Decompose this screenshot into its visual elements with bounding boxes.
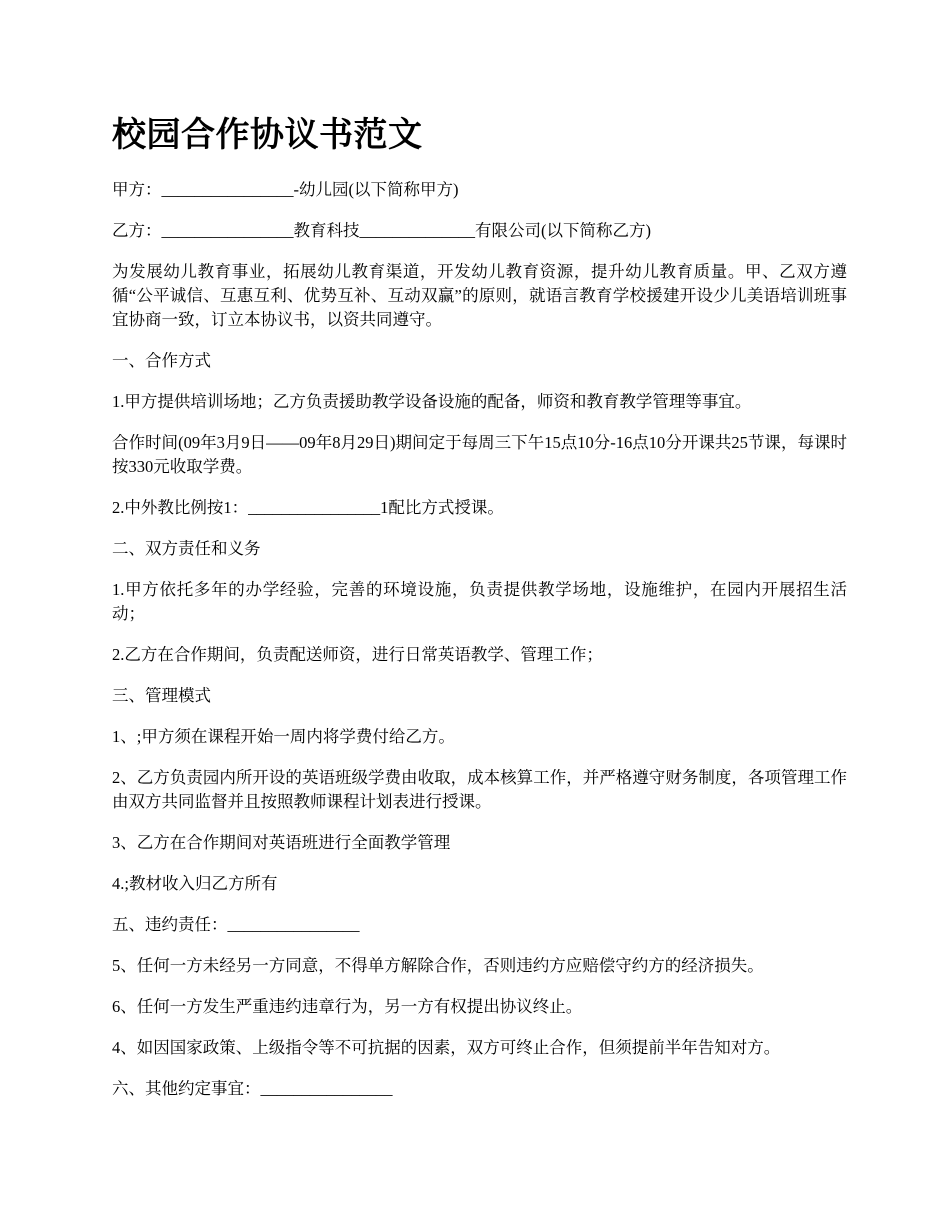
preamble-paragraph: 为发展幼儿教育事业，拓展幼儿教育渠道，开发幼儿教育资源，提升幼儿教育质量。甲、乙双方遵循“公平诚信、互惠互利、优势互补、互动双赢”的原则，就语言教育学校援建开设少儿美语培训班事宜协商一致，订立本协议书，以资共同遵守。 (112, 262, 847, 329)
clause-paragraph: 合作时间(09年3月9日——09年8月29日)期间定于每周三下午15点10分-16点10分开课共25节课，每课时按330元收取学费。 (112, 433, 847, 476)
party-a-line: 甲方：________________-幼儿园(以下简称甲方) (112, 180, 459, 199)
party-b-line: 乙方：________________教育科技______________有限公司(以下简称乙方) (112, 221, 651, 240)
section-heading-management: 三、管理模式 (112, 686, 211, 705)
clause-paragraph: 5、任何一方未经另一方同意，不得单方解除合作，否则违约方应赔偿守约方的经济损失。 (112, 956, 764, 975)
clause-paragraph: 6、任何一方发生严重违约违章行为，另一方有权提出协议终止。 (112, 997, 583, 1016)
clause-paragraph: 1.甲方依托多年的办学经验，完善的环境设施，负责提供教学场地，设施维护，在园内开展招生活动； (112, 580, 847, 623)
clause-paragraph: 3、乙方在合作期间对英语班进行全面教学管理 (112, 833, 451, 852)
section-heading-cooperation-mode: 一、合作方式 (112, 351, 211, 370)
section-heading-other-matters: 六、其他约定事宜：________________ (112, 1079, 393, 1098)
section-heading-breach: 五、违约责任：________________ (112, 915, 360, 934)
clause-paragraph: 2.中外教比例按1：________________1配比方式授课。 (112, 498, 504, 517)
document-page (112, 111, 847, 1118)
clause-paragraph: 1、;甲方须在课程开始一周内将学费付给乙方。 (112, 727, 455, 746)
clause-paragraph: 4.;教材收入归乙方所有 (112, 874, 278, 893)
clause-paragraph: 2、乙方负责园内所开设的英语班级学费由收取，成本核算工作，并严格遵守财务制度，各项管理工作由双方共同监督并且按照教师课程计划表进行授课。 (112, 768, 847, 811)
clause-paragraph: 1.甲方提供培训场地；乙方负责援助教学设备设施的配备，师资和教育教学管理等事宜。 (112, 392, 752, 411)
section-heading-responsibilities: 二、双方责任和义务 (112, 539, 261, 558)
document-title: 校园合作协议书范文 (112, 115, 423, 155)
clause-paragraph: 4、如因国家政策、上级指令等不可抗据的因素，双方可终止合作，但须提前半年告知对方。 (112, 1038, 781, 1057)
clause-paragraph: 2.乙方在合作期间，负责配送师资，进行日常英语教学、管理工作； (112, 645, 603, 664)
